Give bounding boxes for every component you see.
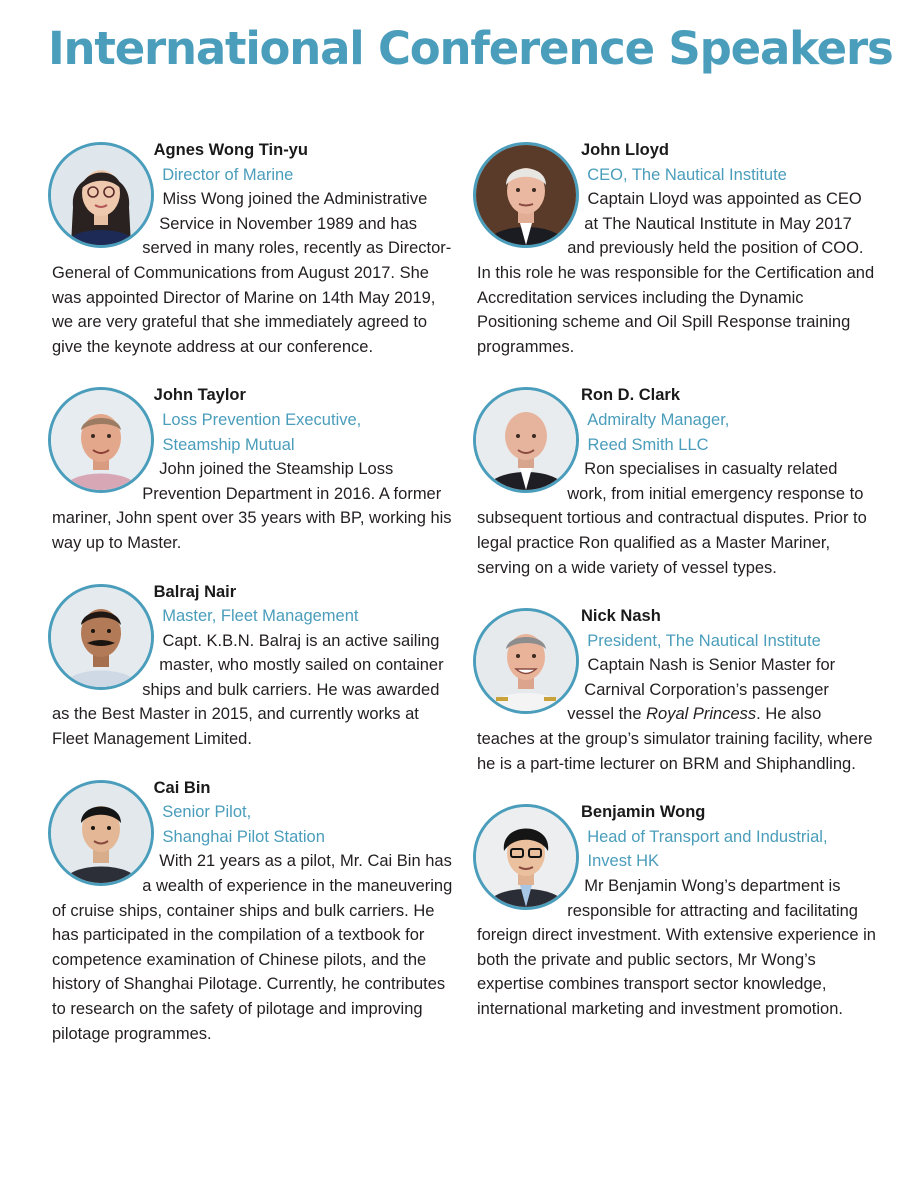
speaker-bio-part: . He also teaches at the group’s simulator training facility, where he is a part-time lecturer on BRM and Shiphandling.: [477, 705, 873, 773]
speaker-bio: Ron specialises in casualty related work, from initial emergency response to subsequent tortious and contractual disputes. Prior to legal practice Ron qualified as a Master Mariner, serving on a wide variety of vessel types.: [477, 460, 867, 577]
speaker-ron-clark: [473, 383, 878, 580]
speaker-photo: [473, 142, 579, 248]
speaker-role: Reed Smith LLC: [587, 435, 709, 454]
speakers-right-column: [473, 138, 878, 1022]
speaker-bio-part: Captain Nash is Senior Master for Carnival Corporation’s passenger vessel the: [567, 656, 836, 724]
portrait-image: [476, 807, 576, 907]
speaker-role: Invest HK: [587, 852, 660, 871]
speaker-nick-nash: [473, 604, 878, 776]
speaker-john-taylor: [48, 383, 453, 555]
speaker-role: Head of Transport and Industrial,: [587, 827, 828, 846]
speaker-photo: [473, 804, 579, 910]
portrait-image: [51, 783, 151, 883]
speaker-role: CEO, The Nautical Institute: [587, 165, 787, 184]
speaker-balraj-nair: [48, 580, 453, 752]
page-title: International Conference Speakers: [48, 22, 893, 75]
speaker-photo: [473, 387, 579, 493]
portrait-image: [51, 587, 151, 687]
speaker-name: Agnes Wong Tin-yu: [153, 141, 308, 159]
speaker-role: Master, Fleet Management: [162, 607, 359, 626]
speaker-bio: John joined the Steamship Loss Prevention Department in 2016. A former mariner, John spent over 35 years with BP, working his way up to Master.: [52, 460, 452, 552]
speaker-role: Steamship Mutual: [162, 435, 295, 454]
portrait-image: [476, 390, 576, 490]
speaker-name: Ron D. Clark: [581, 386, 681, 405]
speaker-bio: Miss Wong joined the Administrative Service in November 1989 and has served in many roles, recently as Director-General of Communications from August 2017. She was appointed Director of Marine on 14th May 2019, we are very grateful that she immediately agreed to give the keynote address at our conference.: [52, 190, 452, 356]
portrait-image: [51, 145, 151, 245]
speaker-photo: [473, 608, 579, 714]
portrait-image: [476, 611, 576, 711]
speaker-photo: [48, 387, 154, 493]
speaker-role: Loss Prevention Executive,: [162, 410, 362, 429]
portrait-image: [476, 145, 576, 245]
speaker-role: Shanghai Pilot Station: [162, 827, 325, 846]
speaker-photo: [48, 780, 154, 886]
speaker-cai-bin: [48, 776, 453, 1047]
speaker-name: John Lloyd: [581, 141, 669, 159]
speaker-photo: [48, 142, 154, 248]
speaker-bio: With 21 years as a pilot, Mr. Cai Bin has a wealth of experience in the maneuvering of cruise ships, container ships and bulk carriers. He has participated in the compilation of a textbook for competence examination of Chinese pilots, and the history of Shanghai Pilotage. Currently, he contributes to research on the safety of pilotage and improving pilotage programmes.: [52, 852, 453, 1043]
speaker-bio: Mr Benjamin Wong’s department is responsible for attracting and facilitating foreign direct investment. With extensive experience in both the private and public sectors, Mr Wong’s expertise combines transport sector knowledge, international marketing and investment promotion.: [477, 877, 876, 1018]
speaker-name: Nick Nash: [581, 607, 661, 626]
speaker-photo: [48, 584, 154, 690]
speaker-bio: Capt. K.B.N. Balraj is an active sailing master, who mostly sailed on container ships and bulk carriers. He was awarded as the Best Master in 2015, and currently works at Fleet Management Limited.: [52, 631, 444, 749]
speaker-benjamin-wong: [473, 800, 878, 1021]
speaker-bio: Captain Lloyd was appointed as CEO at The Nautical Institute in May 2017 and previously held the position of COO. In this role he was responsible for the Certification and Accreditation services including the Dynamic Positioning scheme and Oil Spill Response training programmes.: [477, 190, 875, 356]
speaker-name: John Taylor: [153, 386, 246, 405]
speaker-agnes-wong: [48, 138, 453, 359]
speaker-john-lloyd: [473, 138, 878, 359]
speaker-role: Senior Pilot,: [162, 803, 252, 822]
vessel-name: Royal Princess: [646, 705, 757, 724]
portrait-image: [51, 390, 151, 490]
speaker-name: Cai Bin: [153, 778, 211, 797]
speaker-role: Admiralty Manager,: [587, 410, 730, 429]
speaker-role: President, The Nautical Institute: [587, 631, 821, 650]
speaker-name: Balraj Nair: [153, 582, 237, 601]
speaker-name: Benjamin Wong: [581, 803, 706, 822]
speaker-role: Director of Marine: [162, 165, 294, 184]
speakers-left-column: [48, 138, 453, 1046]
